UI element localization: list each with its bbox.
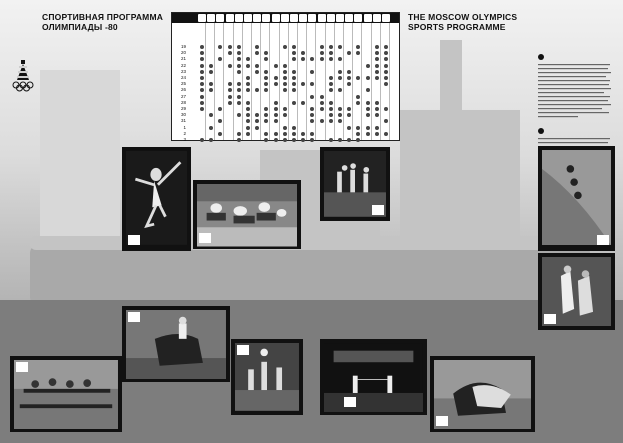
schedule-event-dot xyxy=(264,76,268,80)
cycling-photo xyxy=(538,146,615,251)
schedule-event-dot xyxy=(264,70,268,74)
schedule-event-dot xyxy=(237,88,241,92)
sport-pictogram-icon xyxy=(198,14,206,22)
sport-pictogram-icon xyxy=(354,14,362,22)
schedule-event-dot xyxy=(292,138,296,142)
hurdlers-scene xyxy=(197,184,297,247)
sport-pictogram-icon xyxy=(299,14,307,22)
schedule-event-dot xyxy=(375,51,379,55)
schedule-event-dot xyxy=(347,138,351,142)
schedule-event-dot xyxy=(310,107,314,111)
schedule-event-dot xyxy=(264,132,268,136)
schedule-event-dot xyxy=(246,64,250,68)
schedule-column-line xyxy=(251,23,252,140)
schedule-event-dot xyxy=(200,101,204,105)
schedule-column-line xyxy=(343,23,344,140)
sport-pictogram-icon xyxy=(345,14,353,22)
schedule-event-dot xyxy=(200,107,204,111)
schedule-event-dot xyxy=(209,82,213,86)
schedule-event-dot xyxy=(209,138,213,142)
schedule-event-dot xyxy=(347,70,351,74)
schedule-event-dot xyxy=(228,45,232,49)
schedule-event-dot xyxy=(366,107,370,111)
gymnastics-photo xyxy=(122,147,191,251)
schedule-event-dot xyxy=(255,119,259,123)
schedule-column-line xyxy=(352,23,353,140)
rowing-scene xyxy=(14,360,118,429)
schedule-event-dot xyxy=(274,113,278,117)
schedule-day-label: 23 xyxy=(180,68,186,74)
schedule-event-dot xyxy=(292,51,296,55)
schedule-day-label: 28 xyxy=(180,99,186,105)
schedule-event-dot xyxy=(246,88,250,92)
schedule-event-dot xyxy=(384,45,388,49)
schedule-event-dot xyxy=(274,76,278,80)
schedule-event-dot xyxy=(292,82,296,86)
schedule-event-dot xyxy=(320,107,324,111)
schedule-event-dot xyxy=(375,126,379,130)
schedule-event-dot xyxy=(347,126,351,130)
schedule-event-dot xyxy=(347,82,351,86)
schedule-event-dot xyxy=(274,132,278,136)
schedule-event-dot xyxy=(283,126,287,130)
schedule-event-dot xyxy=(200,57,204,61)
schedule-event-dot xyxy=(347,51,351,55)
schedule-event-dot xyxy=(292,101,296,105)
schedule-column-line xyxy=(380,23,381,140)
schedule-day-label: 29 xyxy=(180,106,186,111)
schedule-table xyxy=(171,12,400,141)
schedule-event-dot xyxy=(274,138,278,142)
background-building-left xyxy=(40,70,120,240)
schedule-day-label: 25 xyxy=(180,81,186,87)
sport-pictogram-icon xyxy=(253,14,261,22)
schedule-event-dot xyxy=(384,57,388,61)
schedule-event-dot xyxy=(338,113,342,117)
schedule-event-dot xyxy=(301,101,305,105)
athletics-icon xyxy=(199,233,211,243)
schedule-event-dot xyxy=(228,95,232,99)
schedule-event-dot xyxy=(292,45,296,49)
schedule-column-line xyxy=(288,23,289,140)
basketball-photo xyxy=(320,147,390,221)
schedule-event-dot xyxy=(356,95,360,99)
schedule-event-dot xyxy=(356,45,360,49)
schedule-event-dot xyxy=(218,107,222,111)
schedule-event-dot xyxy=(246,107,250,111)
schedule-event-dot xyxy=(228,101,232,105)
schedule-event-dot xyxy=(366,64,370,68)
intro-text-block xyxy=(538,64,612,120)
schedule-event-dot xyxy=(209,126,213,130)
schedule-column-line xyxy=(223,23,224,140)
schedule-event-dot xyxy=(347,76,351,80)
schedule-event-dot xyxy=(246,119,250,123)
schedule-event-dot xyxy=(310,132,314,136)
schedule-day-label: 26 xyxy=(180,87,186,93)
sport-pictogram-icon xyxy=(336,14,344,22)
schedule-event-dot xyxy=(310,95,314,99)
schedule-event-dot xyxy=(200,45,204,49)
schedule-event-dot xyxy=(283,107,287,111)
schedule-event-dot xyxy=(329,51,333,55)
schedule-event-dot xyxy=(375,70,379,74)
schedule-event-dot xyxy=(301,51,305,55)
schedule-event-dot xyxy=(283,64,287,68)
schedule-event-dot xyxy=(274,82,278,86)
volleyball-icon xyxy=(237,345,249,355)
schedule-event-dot xyxy=(246,57,250,61)
schedule-event-dot xyxy=(375,113,379,117)
schedule-event-dot xyxy=(320,57,324,61)
schedule-event-dot xyxy=(237,82,241,86)
schedule-event-dot xyxy=(264,88,268,92)
schedule-event-dot xyxy=(356,76,360,80)
schedule-event-dot xyxy=(255,113,259,117)
schedule-event-dot xyxy=(274,101,278,105)
schedule-event-dot xyxy=(200,88,204,92)
schedule-event-dot xyxy=(375,57,379,61)
schedule-event-dot xyxy=(237,138,241,142)
schedule-column-line xyxy=(325,23,326,140)
sport-pictogram-icon xyxy=(226,14,234,22)
schedule-event-dot xyxy=(292,126,296,130)
schedule-event-dot xyxy=(237,132,241,136)
schedule-event-dot xyxy=(301,138,305,142)
schedule-event-dot xyxy=(301,132,305,136)
schedule-event-dot xyxy=(366,76,370,80)
schedule-event-dot xyxy=(384,132,388,136)
schedule-event-dot xyxy=(237,64,241,68)
schedule-event-dot xyxy=(384,64,388,68)
section-bullet-2 xyxy=(538,128,544,134)
schedule-event-dot xyxy=(366,88,370,92)
schedule-event-dot xyxy=(200,82,204,86)
schedule-event-dot xyxy=(338,45,342,49)
schedule-event-dot xyxy=(338,107,342,111)
schedule-event-dot xyxy=(301,57,305,61)
schedule-event-dot xyxy=(366,101,370,105)
schedule-event-dot xyxy=(255,88,259,92)
schedule-column-line xyxy=(242,23,243,140)
schedule-event-dot xyxy=(283,88,287,92)
schedule-event-dot xyxy=(338,70,342,74)
schedule-event-dot xyxy=(237,45,241,49)
schedule-day-label: 3 xyxy=(183,137,186,142)
schedule-event-dot xyxy=(338,138,342,142)
schedule-event-dot xyxy=(384,119,388,123)
schedule-event-dot xyxy=(228,88,232,92)
intro-text-lines xyxy=(538,64,612,120)
fencing-photo xyxy=(320,339,427,415)
schedule-event-dot xyxy=(237,113,241,117)
schedule-event-dot xyxy=(200,76,204,80)
fencing-icon xyxy=(344,397,356,407)
schedule-event-dot xyxy=(310,70,314,74)
wrestling-photo xyxy=(430,356,535,432)
title-en-line1: THE MOSCOW OLYMPICS xyxy=(408,12,518,22)
schedule-event-dot xyxy=(292,70,296,74)
schedule-column-line xyxy=(389,23,390,140)
equestrian-scene xyxy=(126,310,226,379)
background-building-right xyxy=(400,110,520,240)
schedule-event-dot xyxy=(264,119,268,123)
schedule-event-dot xyxy=(283,113,287,117)
schedule-event-dot xyxy=(329,57,333,61)
schedule-event-dot xyxy=(264,113,268,117)
sport-pictogram-icon xyxy=(262,14,270,22)
schedule-event-dot xyxy=(255,51,259,55)
schedule-event-dot xyxy=(246,101,250,105)
schedule-event-dot xyxy=(301,82,305,86)
schedule-event-dot xyxy=(384,51,388,55)
background-stadium xyxy=(30,245,590,305)
schedule-event-dot xyxy=(255,70,259,74)
schedule-event-dot xyxy=(375,132,379,136)
schedule-day-label: 22 xyxy=(180,62,186,68)
sport-pictogram-icon xyxy=(207,14,215,22)
schedule-column-line xyxy=(297,23,298,140)
schedule-column-line xyxy=(306,23,307,140)
schedule-event-dot xyxy=(329,101,333,105)
schedule-event-dot xyxy=(347,107,351,111)
sport-pictogram-row xyxy=(172,13,399,23)
schedule-column-line xyxy=(279,23,280,140)
schedule-event-dot xyxy=(283,138,287,142)
schedule-event-dot xyxy=(283,132,287,136)
schedule-column-line xyxy=(260,23,261,140)
schedule-day-label: 27 xyxy=(180,93,186,99)
sport-pictogram-icon xyxy=(373,14,381,22)
schedule-event-dot xyxy=(356,51,360,55)
volleyball-photo xyxy=(231,339,303,415)
title-ru-line1: СПОРТИВНАЯ ПРОГРАММА xyxy=(42,12,164,22)
schedule-event-dot xyxy=(375,101,379,105)
schedule-event-dot xyxy=(375,107,379,111)
sport-pictogram-icon xyxy=(290,14,298,22)
schedule-event-dot xyxy=(246,113,250,117)
schedule-event-dot xyxy=(255,45,259,49)
gymnast-figure xyxy=(126,151,187,245)
schedule-event-dot xyxy=(338,57,342,61)
schedule-event-dot xyxy=(384,70,388,74)
schedule-event-dot xyxy=(384,76,388,80)
schedule-column-line xyxy=(205,23,206,140)
schedule-event-dot xyxy=(255,64,259,68)
moscow-olympics-logo-icon xyxy=(10,58,36,94)
schedule-column-line xyxy=(334,23,335,140)
schedule-event-dot xyxy=(237,95,241,99)
schedule-event-dot xyxy=(384,107,388,111)
schedule-event-dot xyxy=(283,82,287,86)
schedule-event-dot xyxy=(329,88,333,92)
schedule-event-dot xyxy=(200,95,204,99)
schedule-event-dot xyxy=(292,132,296,136)
schedule-event-dot xyxy=(366,113,370,117)
rowing-icon xyxy=(16,362,28,372)
schedule-event-dot xyxy=(292,76,296,80)
schedule-event-dot xyxy=(246,82,250,86)
schedule-day-label: 20 xyxy=(180,50,186,56)
schedule-event-dot xyxy=(329,76,333,80)
sport-pictogram-icon xyxy=(244,14,252,22)
judo-icon xyxy=(544,314,556,324)
judo-photo xyxy=(538,253,615,330)
schedule-event-dot xyxy=(218,119,222,123)
section-bullet-1 xyxy=(538,54,544,60)
schedule-event-dot xyxy=(200,138,204,142)
schedule-event-dot xyxy=(329,113,333,117)
hurdles-photo xyxy=(193,180,301,249)
schedule-event-dot xyxy=(356,101,360,105)
sport-pictogram-icon xyxy=(235,14,243,22)
sport-pictogram-icon xyxy=(216,14,224,22)
schedule-event-dot xyxy=(384,82,388,86)
rowing-photo xyxy=(10,356,122,432)
schedule-event-dot xyxy=(228,64,232,68)
sport-pictogram-icon xyxy=(318,14,326,22)
schedule-column-line xyxy=(214,23,215,140)
schedule-event-dot xyxy=(310,138,314,142)
equestrian-photo xyxy=(122,306,230,382)
schedule-day-label: 19 xyxy=(180,44,186,49)
schedule-event-dot xyxy=(338,76,342,80)
schedule-event-dot xyxy=(375,45,379,49)
schedule-event-dot xyxy=(237,51,241,55)
schedule-event-dot xyxy=(264,82,268,86)
schedule-event-dot xyxy=(310,82,314,86)
schedule-event-dot xyxy=(228,51,232,55)
basketball-icon xyxy=(372,205,384,215)
cycling-scene xyxy=(542,150,611,245)
schedule-event-dot xyxy=(356,138,360,142)
schedule-event-dot xyxy=(329,82,333,86)
schedule-event-dot xyxy=(209,113,213,117)
schedule-event-dot xyxy=(264,138,268,142)
schedule-day-label: 24 xyxy=(180,75,186,80)
schedule-event-dot xyxy=(375,76,379,80)
schedule-event-dot xyxy=(292,57,296,61)
sport-pictogram-icon xyxy=(308,14,316,22)
schedule-event-dot xyxy=(320,51,324,55)
schedule-event-dot xyxy=(264,107,268,111)
schedule-event-dot xyxy=(310,57,314,61)
title-ru-line2: ОЛИМПИАДЫ -80 xyxy=(42,22,118,32)
schedule-day-label: 30 xyxy=(180,112,186,118)
schedule-day-label: 1 xyxy=(183,124,186,130)
fencing-scene xyxy=(324,343,423,412)
schedule-event-dot xyxy=(218,132,222,136)
schedule-event-dot xyxy=(320,45,324,49)
sport-pictogram-icon xyxy=(327,14,335,22)
wrestling-icon xyxy=(436,416,448,426)
title-russian xyxy=(42,12,163,32)
schedule-event-dot xyxy=(218,45,222,49)
schedule-day-label: 21 xyxy=(180,56,186,62)
schedule-event-dot xyxy=(200,64,204,68)
background-stadium-roof xyxy=(30,236,590,250)
schedule-event-dot xyxy=(209,64,213,68)
wrestling-scene xyxy=(434,360,531,429)
schedule-event-dot xyxy=(209,88,213,92)
schedule-event-dot xyxy=(310,113,314,117)
schedule-event-dot xyxy=(320,119,324,123)
schedule-day-label: 2 xyxy=(183,130,186,136)
schedule-event-dot xyxy=(292,88,296,92)
schedule-event-dot xyxy=(264,51,268,55)
schedule-event-dot xyxy=(366,132,370,136)
equestrian-icon xyxy=(128,312,140,322)
schedule-event-dot xyxy=(264,57,268,61)
schedule-event-dot xyxy=(283,76,287,80)
schedule-event-dot xyxy=(329,107,333,111)
schedule-event-dot xyxy=(209,70,213,74)
schedule-event-dot xyxy=(320,95,324,99)
sport-pictogram-icon xyxy=(281,14,289,22)
schedule-event-dot xyxy=(338,88,342,92)
schedule-event-dot xyxy=(228,82,232,86)
sport-pictogram-icon xyxy=(272,14,280,22)
schedule-event-dot xyxy=(338,119,342,123)
schedule-event-dot xyxy=(347,113,351,117)
schedule-event-dot xyxy=(200,51,204,55)
schedule-event-dot xyxy=(329,45,333,49)
schedule-event-dot xyxy=(200,70,204,74)
schedule-event-dot xyxy=(283,45,287,49)
schedule-event-dot xyxy=(329,119,333,123)
title-en-line2: SPORTS PROGRAMME xyxy=(408,22,506,32)
schedule-event-dot xyxy=(356,132,360,136)
schedule-event-dot xyxy=(218,57,222,61)
cycling-icon xyxy=(597,235,609,245)
sport-pictogram-icon xyxy=(382,14,390,22)
schedule-event-dot xyxy=(375,64,379,68)
schedule-event-dot xyxy=(246,132,250,136)
schedule-event-dot xyxy=(237,70,241,74)
schedule-column-line xyxy=(361,23,362,140)
schedule-event-dot xyxy=(255,126,259,130)
schedule-column-line xyxy=(371,23,372,140)
schedule-column-line xyxy=(315,23,316,140)
schedule-event-dot xyxy=(329,138,333,142)
schedule-event-dot xyxy=(246,76,250,80)
schedule-column-line xyxy=(233,23,234,140)
schedule-event-dot xyxy=(246,126,250,130)
schedule-event-dot xyxy=(356,126,360,130)
title-english xyxy=(408,12,517,32)
schedule-event-dot xyxy=(283,70,287,74)
schedule-event-dot xyxy=(274,107,278,111)
schedule-day-label: 31 xyxy=(180,118,186,124)
schedule-event-dot xyxy=(320,101,324,105)
schedule-column-line xyxy=(269,23,270,140)
schedule-event-dot xyxy=(366,126,370,130)
schedule-event-dot xyxy=(310,119,314,123)
gymnastics-icon xyxy=(128,235,140,245)
schedule-event-dot xyxy=(237,57,241,61)
schedule-event-dot xyxy=(274,119,278,123)
sport-pictogram-icon xyxy=(364,14,372,22)
schedule-event-dot xyxy=(237,101,241,105)
schedule-event-dot xyxy=(274,64,278,68)
